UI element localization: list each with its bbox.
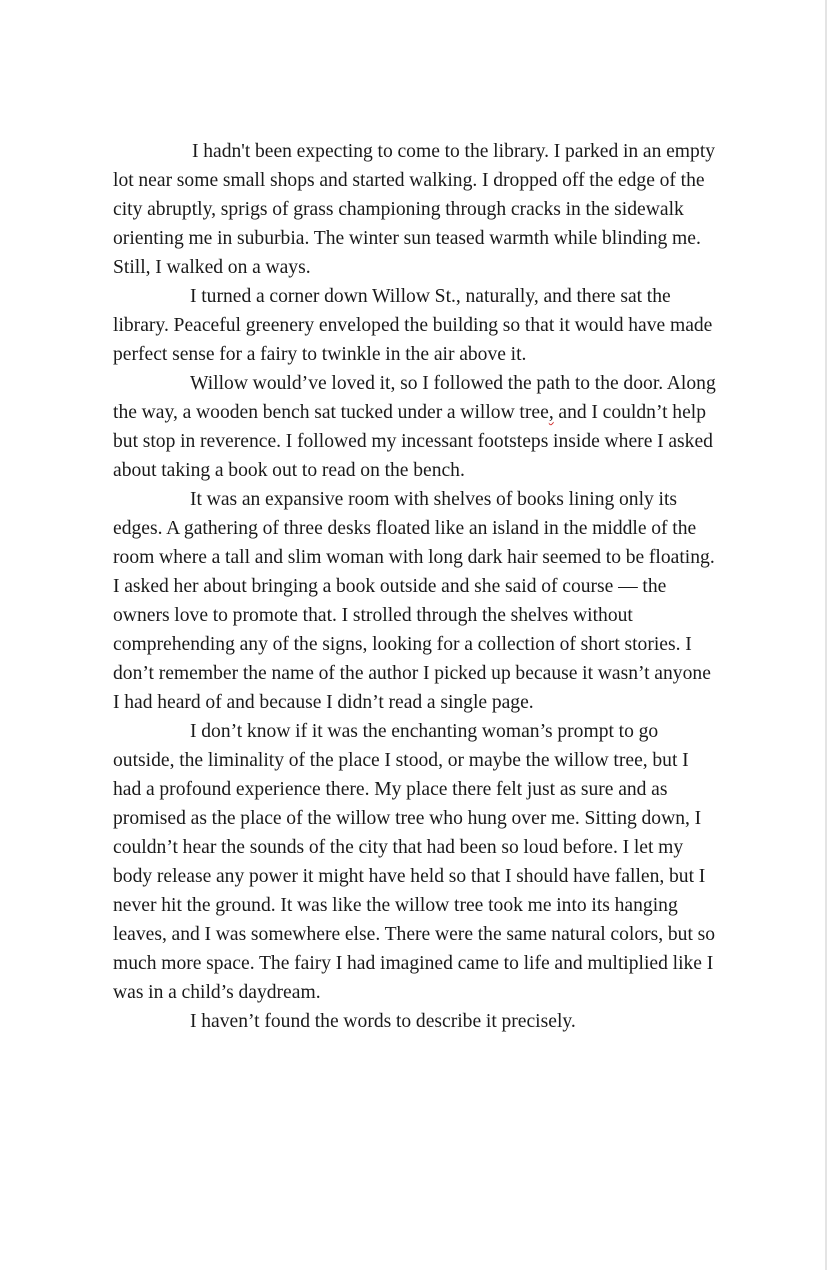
- paragraph-6-text: I haven’t found the words to describe it precisely.: [190, 1011, 576, 1032]
- paragraph-1-text: I hadn't been expecting to come to the library. I parked in an empty lot near some small shops and started walking. I dropped off the edge of the city abruptly, sprigs of grass championing through cracks in the sidewalk orienting me in suburbia. The winter sun teased warmth while blinding me. Still, I walked on a ways.: [113, 141, 716, 278]
- paragraph-3-text-end: and I couldn’t help but stop in reverence. I followed my incessant footsteps inside where I asked about taking a book out to read on the bench.: [113, 402, 713, 481]
- paragraph-3-text-start: Willow would’ve loved it, so I followed the path to the door. Along the way, a wooden bench sat tucked under a willow tree: [113, 373, 716, 423]
- paragraph-2: [113, 282, 717, 369]
- paragraph-3: [113, 369, 717, 485]
- paragraph-4-text: It was an expansive room with shelves of books lining only its edges. A gathering of three desks floated like an island in the middle of the room where a tall and slim woman with long dark hair seemed to be floating. I asked her about bringing a book outside and she said of course — the owners love to promote that. I strolled through the shelves without comprehending any of the signs, looking for a collection of short stories. I don’t remember the name of the author I picked up because it wasn’t anyone I had heard of and because I didn’t read a single page.: [113, 489, 715, 713]
- paragraph-4: [113, 485, 717, 717]
- paragraph-2-text: I turned a corner down Willow St., naturally, and there sat the library. Peaceful greenery enveloped the building so that it would have made perfect sense for a fairy to twinkle in the air above it.: [113, 286, 713, 365]
- paragraph-5-text: I don’t know if it was the enchanting woman’s prompt to go outside, the liminality of the place I stood, or maybe the willow tree, but I had a profound experience there. My place there felt just as sure and as promised as the place of the willow tree who hung over me. Sitting down, I couldn’t hear the sounds of the city that had been so loud before. I let my body release any power it might have held so that I should have fallen, but I never hit the ground. It was like the willow tree took me into its hanging leaves, and I was somewhere else. There were the same natural colors, but so much more space. The fairy I had imagined came to life and multiplied like I was in a child’s daydream.: [113, 721, 716, 1003]
- paragraph-5: [113, 717, 717, 1007]
- paragraph-6: [113, 1007, 717, 1036]
- paragraph-1: [113, 137, 717, 282]
- spellcheck-flagged-comma[interactable]: ,: [548, 402, 554, 423]
- document-body[interactable]: [113, 137, 717, 1036]
